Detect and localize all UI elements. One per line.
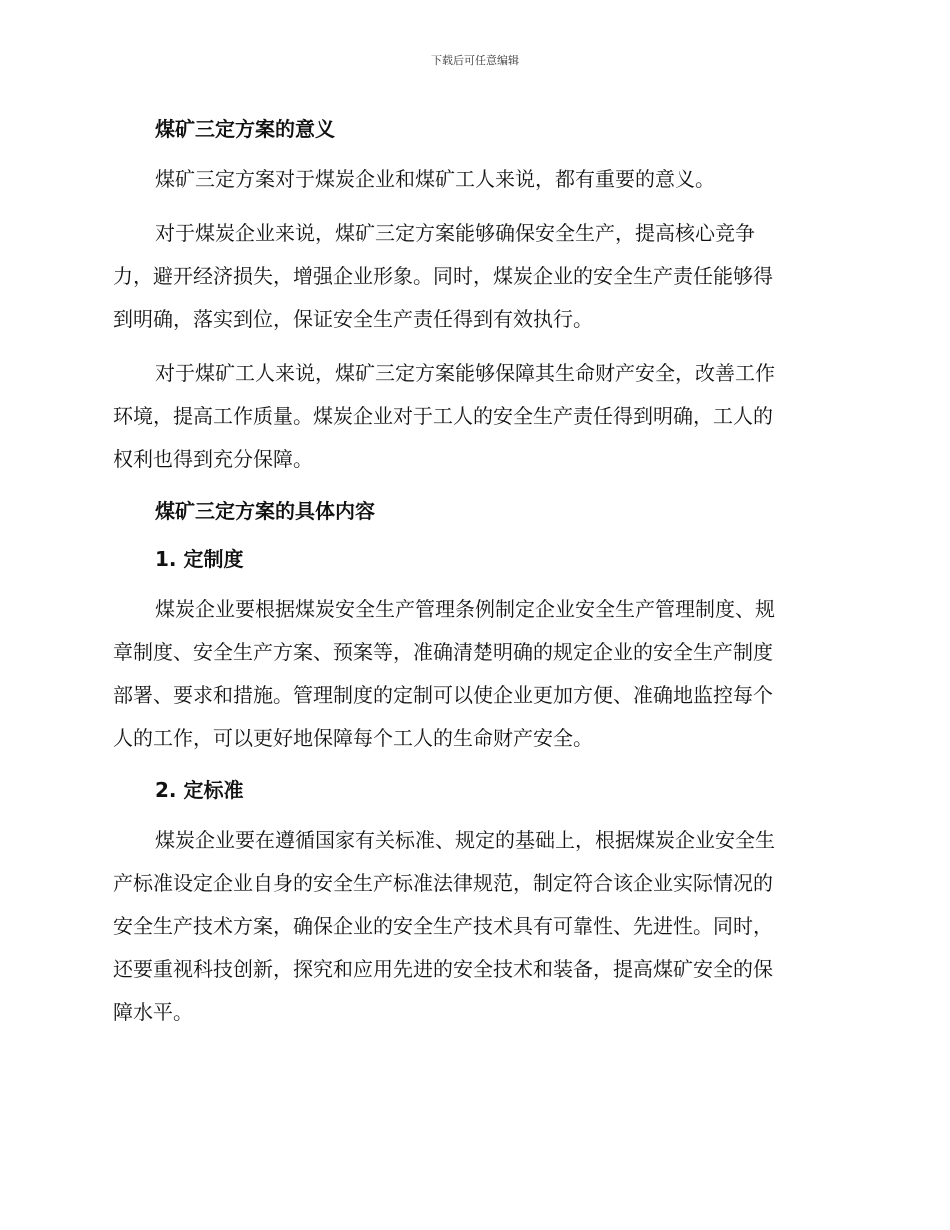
paragraph-line: 章制度、安全生产方案、预案等，准确清楚明确的规定企业的安全生产制度	[113, 640, 773, 664]
paragraph-line: 人的工作，可以更好地保障每个工人的生命财产安全。	[113, 726, 593, 750]
paragraph-line: 部署、要求和措施。管理制度的定制可以使企业更加方便、准确地监控每个	[113, 683, 773, 707]
paragraph-line: 环境，提高工作质量。煤炭企业对于工人的安全生产责任得到明确，工人的	[113, 404, 773, 428]
page-header-note: 下载后可任意编辑	[431, 54, 519, 67]
section-heading: 煤矿三定方案的意义	[155, 117, 335, 141]
paragraph-line: 煤炭企业要在遵循国家有关标准、规定的基础上，根据煤炭企业安全生	[155, 828, 775, 852]
paragraph-line: 到明确，落实到位，保证安全生产责任得到有效执行。	[113, 307, 593, 331]
subsection-heading: 2. 定标准	[155, 778, 244, 802]
paragraph-line: 对于煤炭企业来说，煤矿三定方案能够确保安全生产，提高核心竞争	[155, 221, 755, 245]
document-body	[113, 110, 833, 1045]
paragraph	[113, 352, 833, 481]
paragraph	[113, 819, 833, 1034]
paragraph-line: 煤炭企业要根据煤炭安全生产管理条例制定企业安全生产管理制度、规	[155, 597, 775, 621]
section-heading: 煤矿三定方案的具体内容	[155, 499, 375, 523]
paragraph	[113, 588, 833, 760]
paragraph-line: 产标准设定企业自身的安全生产标准法律规范，制定符合该企业实际情况的	[113, 871, 773, 895]
paragraph-line: 安全生产技术方案，确保企业的安全生产技术具有可靠性、先进性。同时，	[113, 914, 773, 938]
paragraph-line: 还要重视科技创新，探究和应用先进的安全技术和装备，提高煤矿安全的保	[113, 957, 773, 981]
paragraph-line: 权利也得到充分保障。	[113, 447, 313, 471]
subsection-heading: 1. 定制度	[155, 547, 244, 571]
paragraph-line: 力，避开经济损失，增强企业形象。同时，煤炭企业的安全生产责任能够得	[113, 264, 773, 288]
paragraph	[113, 158, 833, 201]
paragraph	[113, 212, 833, 341]
paragraph-line: 障水平。	[113, 1000, 193, 1024]
paragraph-line: 煤矿三定方案对于煤炭企业和煤矿工人来说，都有重要的意义。	[155, 167, 715, 191]
paragraph-line: 对于煤矿工人来说，煤矿三定方案能够保障其生命财产安全，改善工作	[155, 361, 775, 385]
